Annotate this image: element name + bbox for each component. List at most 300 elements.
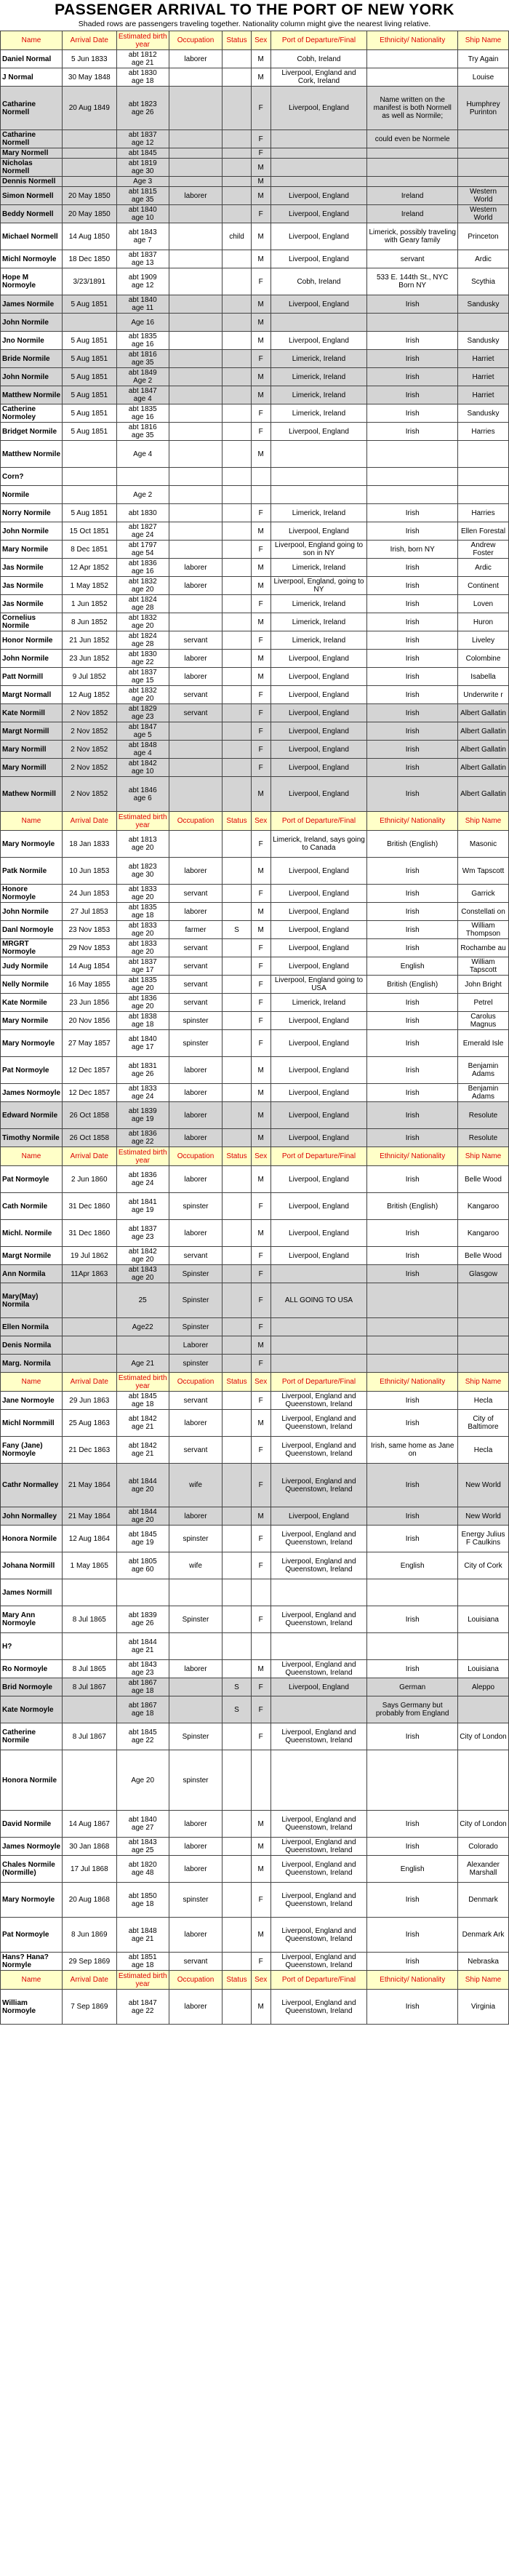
cell-arrival-date: 27 May 1857 bbox=[63, 1030, 117, 1057]
cell-birth-year: Age 4 bbox=[116, 441, 169, 468]
cell-status bbox=[223, 522, 252, 541]
cell-name: John Normile bbox=[1, 650, 63, 668]
table-row bbox=[1, 1193, 509, 1220]
cell-birth-year: abt 1832 age 20 bbox=[116, 686, 169, 704]
cell-arrival-date: 5 Jun 1833 bbox=[63, 50, 117, 68]
cell-sex: M bbox=[251, 1410, 270, 1437]
cell-port bbox=[270, 1750, 367, 1811]
table-row bbox=[1, 741, 509, 759]
cell-birth-year: abt 1845 age 19 bbox=[116, 1526, 169, 1552]
header-cell-port: Port of Departure/Final bbox=[270, 1147, 367, 1166]
cell-status bbox=[223, 468, 252, 486]
cell-status bbox=[223, 1437, 252, 1464]
cell-status bbox=[223, 314, 252, 332]
cell-nationality bbox=[367, 468, 458, 486]
cell-name: William Normoyle bbox=[1, 1990, 63, 2025]
cell-birth-year: abt 1840 age 27 bbox=[116, 1811, 169, 1838]
cell-sex: M bbox=[251, 177, 270, 187]
cell-port: Liverpool, England bbox=[270, 295, 367, 314]
cell-occupation: spinster bbox=[169, 1030, 222, 1057]
cell-status bbox=[223, 613, 252, 631]
cell-arrival-date: 8 Jun 1869 bbox=[63, 1918, 117, 1953]
cell-occupation: laborer bbox=[169, 1811, 222, 1838]
cell-arrival-date: 7 Sep 1869 bbox=[63, 1990, 117, 2025]
header-cell-status: Status bbox=[223, 1971, 252, 1990]
cell-birth-year: abt 1819 age 30 bbox=[116, 159, 169, 177]
header-cell-name: Name bbox=[1, 1373, 63, 1392]
cell-status bbox=[223, 595, 252, 613]
cell-nationality: Irish bbox=[367, 1526, 458, 1552]
cell-ship: Alexander Marshall bbox=[458, 1856, 509, 1883]
cell-port: Liverpool, England bbox=[270, 522, 367, 541]
cell-birth-year: abt 1835 age 20 bbox=[116, 976, 169, 994]
cell-arrival-date: 5 Aug 1851 bbox=[63, 386, 117, 404]
cell-occupation bbox=[169, 1633, 222, 1660]
cell-nationality: Irish bbox=[367, 759, 458, 777]
cell-status bbox=[223, 50, 252, 68]
table-row bbox=[1, 976, 509, 994]
cell-occupation bbox=[169, 468, 222, 486]
cell-ship: City of London bbox=[458, 1811, 509, 1838]
cell-name: Jno Normile bbox=[1, 332, 63, 350]
cell-name: Michl Normmill bbox=[1, 1410, 63, 1437]
cell-arrival-date: 2 Nov 1852 bbox=[63, 741, 117, 759]
cell-port: Liverpool, England bbox=[270, 686, 367, 704]
cell-nationality: Irish bbox=[367, 1660, 458, 1678]
cell-occupation: laborer bbox=[169, 1166, 222, 1193]
cell-port: Liverpool, England and Queenstown, Ireland bbox=[270, 1953, 367, 1971]
cell-sex: M bbox=[251, 1336, 270, 1355]
cell-ship: Harriet bbox=[458, 350, 509, 368]
cell-birth-year: abt 1847 age 4 bbox=[116, 386, 169, 404]
cell-birth-year: Age 16 bbox=[116, 314, 169, 332]
cell-port: Liverpool, England going to son in NY bbox=[270, 541, 367, 559]
header-row bbox=[1, 812, 509, 831]
header-cell-port: Port of Departure/Final bbox=[270, 812, 367, 831]
cell-sex: M bbox=[251, 577, 270, 595]
cell-ship: Huron bbox=[458, 613, 509, 631]
cell-name: Patk Normile bbox=[1, 858, 63, 885]
cell-status bbox=[223, 1507, 252, 1526]
cell-arrival-date bbox=[63, 177, 117, 187]
table-row bbox=[1, 613, 509, 631]
cell-status bbox=[223, 130, 252, 148]
cell-status bbox=[223, 1030, 252, 1057]
cell-name: Margt Normill bbox=[1, 722, 63, 741]
cell-occupation bbox=[169, 595, 222, 613]
cell-sex: F bbox=[251, 268, 270, 295]
table-row bbox=[1, 87, 509, 130]
cell-sex: F bbox=[251, 1678, 270, 1696]
cell-port: Liverpool, England and Queenstown, Ireland bbox=[270, 1811, 367, 1838]
cell-birth-year: abt 1842 age 20 bbox=[116, 1247, 169, 1265]
table-row bbox=[1, 468, 509, 486]
header-cell-occupation: Occupation bbox=[169, 1971, 222, 1990]
cell-occupation: laborer bbox=[169, 1084, 222, 1102]
cell-birth-year bbox=[116, 1579, 169, 1606]
cell-status bbox=[223, 759, 252, 777]
cell-port: Liverpool, England bbox=[270, 1102, 367, 1129]
cell-occupation: servant bbox=[169, 939, 222, 957]
cell-nationality bbox=[367, 159, 458, 177]
cell-name: Kate Normile bbox=[1, 994, 63, 1012]
cell-port bbox=[270, 486, 367, 504]
cell-nationality: Irish bbox=[367, 1102, 458, 1129]
cell-ship bbox=[458, 1696, 509, 1723]
cell-port: Limerick, Ireland bbox=[270, 994, 367, 1012]
cell-birth-year: abt 1824 age 28 bbox=[116, 631, 169, 650]
cell-sex: F bbox=[251, 87, 270, 130]
cell-nationality: Irish bbox=[367, 1883, 458, 1918]
table-row bbox=[1, 441, 509, 468]
cell-sex: F bbox=[251, 130, 270, 148]
cell-occupation: farmer bbox=[169, 921, 222, 939]
cell-occupation bbox=[169, 522, 222, 541]
cell-nationality bbox=[367, 1750, 458, 1811]
table-row bbox=[1, 686, 509, 704]
cell-nationality: English bbox=[367, 1856, 458, 1883]
cell-name: Mary(May) Normila bbox=[1, 1283, 63, 1318]
cell-nationality: Irish bbox=[367, 1084, 458, 1102]
cell-arrival-date bbox=[63, 1579, 117, 1606]
cell-birth-year: abt 1815 age 35 bbox=[116, 187, 169, 205]
cell-sex bbox=[251, 1633, 270, 1660]
table-row bbox=[1, 921, 509, 939]
cell-nationality: Irish bbox=[367, 903, 458, 921]
cell-ship bbox=[458, 130, 509, 148]
cell-ship bbox=[458, 1750, 509, 1811]
table-row bbox=[1, 1606, 509, 1633]
header-cell-occupation: Occupation bbox=[169, 31, 222, 50]
header-row bbox=[1, 1373, 509, 1392]
cell-status bbox=[223, 1336, 252, 1355]
cell-arrival-date bbox=[63, 1750, 117, 1811]
cell-ship bbox=[458, 1633, 509, 1660]
cell-nationality: Irish bbox=[367, 1247, 458, 1265]
cell-port bbox=[270, 1265, 367, 1283]
cell-status bbox=[223, 1526, 252, 1552]
cell-status bbox=[223, 885, 252, 903]
cell-birth-year: abt 1835 age 18 bbox=[116, 903, 169, 921]
cell-port: Liverpool, England and Queenstown, Ireland bbox=[270, 1918, 367, 1953]
cell-ship: Rochambe au bbox=[458, 939, 509, 957]
cell-arrival-date: 26 Oct 1858 bbox=[63, 1102, 117, 1129]
cell-sex: F bbox=[251, 1953, 270, 1971]
cell-arrival-date: 15 Oct 1851 bbox=[63, 522, 117, 541]
cell-ship: Loven bbox=[458, 595, 509, 613]
cell-occupation bbox=[169, 68, 222, 87]
cell-name: Mary Normoyle bbox=[1, 1883, 63, 1918]
header-cell-arrival-date: Arrival Date bbox=[63, 1971, 117, 1990]
cell-sex: F bbox=[251, 1606, 270, 1633]
cell-arrival-date: 12 Dec 1857 bbox=[63, 1084, 117, 1102]
cell-birth-year: abt 1850 age 18 bbox=[116, 1883, 169, 1918]
cell-birth-year: Age 2 bbox=[116, 486, 169, 504]
cell-birth-year: abt 1848 age 21 bbox=[116, 1918, 169, 1953]
cell-birth-year: abt 1867 age 18 bbox=[116, 1696, 169, 1723]
cell-birth-year: abt 1837 age 12 bbox=[116, 130, 169, 148]
cell-name: Honor Normile bbox=[1, 631, 63, 650]
cell-port bbox=[270, 1633, 367, 1660]
cell-birth-year: abt 1829 age 23 bbox=[116, 704, 169, 722]
cell-port bbox=[270, 1696, 367, 1723]
cell-port: Liverpool, England bbox=[270, 423, 367, 441]
cell-sex: F bbox=[251, 1355, 270, 1373]
cell-status bbox=[223, 177, 252, 187]
cell-port: Liverpool, England and Cork, Ireland bbox=[270, 68, 367, 87]
cell-nationality: Irish bbox=[367, 504, 458, 522]
cell-port: Limerick, Ireland bbox=[270, 631, 367, 650]
cell-nationality: Irish, same home as Jane on bbox=[367, 1437, 458, 1464]
cell-birth-year: abt 1836 age 24 bbox=[116, 1166, 169, 1193]
cell-status bbox=[223, 1856, 252, 1883]
cell-ship bbox=[458, 159, 509, 177]
cell-occupation bbox=[169, 1696, 222, 1723]
cell-arrival-date: 31 Dec 1860 bbox=[63, 1193, 117, 1220]
table-row bbox=[1, 1838, 509, 1856]
table-row bbox=[1, 1336, 509, 1355]
cell-name: Marg. Normila bbox=[1, 1355, 63, 1373]
cell-port: Liverpool, England going to USA bbox=[270, 976, 367, 994]
cell-birth-year: abt 1845 age 18 bbox=[116, 1392, 169, 1410]
cell-ship: Sandusky bbox=[458, 332, 509, 350]
cell-occupation: laborer bbox=[169, 1990, 222, 2025]
cell-occupation bbox=[169, 314, 222, 332]
cell-occupation bbox=[169, 541, 222, 559]
cell-name: Pat Normoyle bbox=[1, 1166, 63, 1193]
cell-name: Michael Normell bbox=[1, 223, 63, 250]
table-row bbox=[1, 1129, 509, 1147]
cell-birth-year: abt 1848 age 4 bbox=[116, 741, 169, 759]
cell-nationality: Ireland bbox=[367, 205, 458, 223]
cell-name: Mary Normile bbox=[1, 541, 63, 559]
cell-status bbox=[223, 957, 252, 976]
cell-ship: Ardic bbox=[458, 559, 509, 577]
table-row bbox=[1, 957, 509, 976]
cell-birth-year: abt 1839 age 26 bbox=[116, 1606, 169, 1633]
cell-birth-year bbox=[116, 468, 169, 486]
cell-status: S bbox=[223, 921, 252, 939]
cell-sex: M bbox=[251, 777, 270, 812]
header-cell-arrival-date: Arrival Date bbox=[63, 1373, 117, 1392]
cell-name: Bridget Normile bbox=[1, 423, 63, 441]
cell-arrival-date: 29 Sep 1869 bbox=[63, 1953, 117, 1971]
cell-birth-year bbox=[116, 1336, 169, 1355]
cell-arrival-date: 20 May 1850 bbox=[63, 187, 117, 205]
cell-name: Chales Normile (Normille) bbox=[1, 1856, 63, 1883]
cell-birth-year: abt 1840 age 10 bbox=[116, 205, 169, 223]
cell-arrival-date: 19 Jul 1862 bbox=[63, 1247, 117, 1265]
cell-ship: Harriet bbox=[458, 386, 509, 404]
cell-nationality: Irish bbox=[367, 1953, 458, 1971]
cell-nationality: Irish bbox=[367, 741, 458, 759]
header-cell-sex: Sex bbox=[251, 1373, 270, 1392]
cell-sex: F bbox=[251, 1030, 270, 1057]
cell-sex: F bbox=[251, 722, 270, 741]
cell-sex: F bbox=[251, 976, 270, 994]
cell-sex: F bbox=[251, 631, 270, 650]
cell-status bbox=[223, 1633, 252, 1660]
table-row bbox=[1, 423, 509, 441]
cell-status: S bbox=[223, 1678, 252, 1696]
cell-occupation: spinster bbox=[169, 1012, 222, 1030]
cell-name: John Normile bbox=[1, 903, 63, 921]
cell-ship: Andrew Foster bbox=[458, 541, 509, 559]
cell-ship: Colombine bbox=[458, 650, 509, 668]
header-cell-birth-year: Estimated birth year bbox=[116, 31, 169, 50]
page-subtitle: Shaded rows are passengers traveling together. Nationality column might give the nearest living relative. bbox=[78, 20, 431, 28]
cell-port: Liverpool, England bbox=[270, 1220, 367, 1247]
cell-ship: Energy Julius F Caulkins bbox=[458, 1526, 509, 1552]
cell-birth-year: abt 1838 age 18 bbox=[116, 1012, 169, 1030]
cell-nationality: Irish bbox=[367, 650, 458, 668]
cell-ship: Garrick bbox=[458, 885, 509, 903]
cell-arrival-date: 18 Dec 1850 bbox=[63, 250, 117, 268]
cell-status bbox=[223, 1990, 252, 2025]
cell-port: Limerick, Ireland bbox=[270, 595, 367, 613]
cell-occupation: servant bbox=[169, 1392, 222, 1410]
cell-arrival-date bbox=[63, 1355, 117, 1373]
cell-nationality: German bbox=[367, 1678, 458, 1696]
cell-arrival-date: 21 Jun 1852 bbox=[63, 631, 117, 650]
cell-arrival-date: 8 Jul 1865 bbox=[63, 1660, 117, 1678]
table-row bbox=[1, 1102, 509, 1129]
cell-occupation: Laborer bbox=[169, 1336, 222, 1355]
cell-occupation: Spinster bbox=[169, 1283, 222, 1318]
cell-nationality: Irish bbox=[367, 668, 458, 686]
cell-occupation: servant bbox=[169, 686, 222, 704]
table-row bbox=[1, 268, 509, 295]
cell-nationality: Irish bbox=[367, 1811, 458, 1838]
cell-ship: Aleppo bbox=[458, 1678, 509, 1696]
header-cell-arrival-date: Arrival Date bbox=[63, 812, 117, 831]
cell-arrival-date: 2 Nov 1852 bbox=[63, 777, 117, 812]
table-row bbox=[1, 759, 509, 777]
cell-name: Judy Normile bbox=[1, 957, 63, 976]
cell-nationality: Irish bbox=[367, 295, 458, 314]
cell-status bbox=[223, 1355, 252, 1373]
cell-occupation: laborer bbox=[169, 1856, 222, 1883]
table-row bbox=[1, 1030, 509, 1057]
cell-occupation: spinster bbox=[169, 1193, 222, 1220]
cell-status bbox=[223, 486, 252, 504]
cell-port: Liverpool, England and Queenstown, Ireland bbox=[270, 1392, 367, 1410]
cell-occupation bbox=[169, 148, 222, 159]
cell-nationality bbox=[367, 68, 458, 87]
cell-port: Liverpool, England bbox=[270, 777, 367, 812]
cell-ship: Masonic bbox=[458, 831, 509, 858]
cell-status bbox=[223, 87, 252, 130]
cell-ship: Denmark bbox=[458, 1883, 509, 1918]
cell-arrival-date: 1 Jun 1852 bbox=[63, 595, 117, 613]
cell-occupation bbox=[169, 205, 222, 223]
cell-birth-year: abt 1836 age 22 bbox=[116, 1129, 169, 1147]
cell-nationality: Irish bbox=[367, 994, 458, 1012]
cell-sex: M bbox=[251, 1990, 270, 2025]
table-row bbox=[1, 177, 509, 187]
cell-birth-year: abt 1823 age 30 bbox=[116, 858, 169, 885]
cell-arrival-date: 31 Dec 1860 bbox=[63, 1220, 117, 1247]
cell-occupation bbox=[169, 777, 222, 812]
cell-ship: Humphrey Purinton bbox=[458, 87, 509, 130]
cell-ship: Benjamin Adams bbox=[458, 1057, 509, 1084]
cell-nationality: Irish bbox=[367, 1392, 458, 1410]
cell-name: MRGRT Normoyle bbox=[1, 939, 63, 957]
cell-name: Corn? bbox=[1, 468, 63, 486]
cell-occupation bbox=[169, 486, 222, 504]
cell-arrival-date: 26 Oct 1858 bbox=[63, 1129, 117, 1147]
cell-sex: M bbox=[251, 1166, 270, 1193]
cell-name: Catharine Normell bbox=[1, 87, 63, 130]
cell-name: James Normoyle bbox=[1, 1838, 63, 1856]
cell-occupation bbox=[169, 722, 222, 741]
table-row bbox=[1, 1552, 509, 1579]
cell-status bbox=[223, 268, 252, 295]
cell-nationality: Irish bbox=[367, 1265, 458, 1283]
cell-occupation bbox=[169, 759, 222, 777]
cell-port: Liverpool, England bbox=[270, 1166, 367, 1193]
cell-name: Jane Normoyle bbox=[1, 1392, 63, 1410]
cell-port bbox=[270, 1318, 367, 1336]
cell-port: Liverpool, England and Queenstown, Ireland bbox=[270, 1723, 367, 1750]
header-cell-ship: Ship Name bbox=[458, 1373, 509, 1392]
cell-nationality: Ireland bbox=[367, 187, 458, 205]
cell-sex: F bbox=[251, 1318, 270, 1336]
cell-sex: F bbox=[251, 205, 270, 223]
cell-birth-year: abt 1820 age 48 bbox=[116, 1856, 169, 1883]
cell-nationality: Irish bbox=[367, 1723, 458, 1750]
header-cell-port: Port of Departure/Final bbox=[270, 1373, 367, 1392]
header-cell-sex: Sex bbox=[251, 1147, 270, 1166]
cell-port: Limerick, Ireland bbox=[270, 613, 367, 631]
cell-occupation: laborer bbox=[169, 1102, 222, 1129]
header-cell-birth-year: Estimated birth year bbox=[116, 1971, 169, 1990]
cell-name: Cath Normile bbox=[1, 1193, 63, 1220]
cell-occupation: laborer bbox=[169, 1220, 222, 1247]
header-cell-sex: Sex bbox=[251, 31, 270, 50]
cell-arrival-date: 12 Apr 1852 bbox=[63, 559, 117, 577]
cell-nationality: Irish bbox=[367, 595, 458, 613]
header-cell-port: Port of Departure/Final bbox=[270, 31, 367, 50]
cell-arrival-date: 8 Jul 1867 bbox=[63, 1678, 117, 1696]
cell-port: Limerick, Ireland bbox=[270, 386, 367, 404]
cell-status bbox=[223, 1579, 252, 1606]
cell-sex: F bbox=[251, 1723, 270, 1750]
cell-name: Honore Normoyle bbox=[1, 885, 63, 903]
cell-name: Mary Normoyle bbox=[1, 1030, 63, 1057]
cell-arrival-date: 12 Aug 1864 bbox=[63, 1526, 117, 1552]
cell-name: Honora Normile bbox=[1, 1526, 63, 1552]
table-row bbox=[1, 831, 509, 858]
header-row bbox=[1, 1147, 509, 1166]
cell-ship: Harries bbox=[458, 423, 509, 441]
cell-status bbox=[223, 148, 252, 159]
cell-occupation: laborer bbox=[169, 1410, 222, 1437]
cell-ship: Hecla bbox=[458, 1437, 509, 1464]
cell-nationality bbox=[367, 1633, 458, 1660]
cell-sex: M bbox=[251, 1220, 270, 1247]
cell-ship bbox=[458, 314, 509, 332]
table-row bbox=[1, 1265, 509, 1283]
cell-birth-year: abt 1841 age 19 bbox=[116, 1193, 169, 1220]
cell-status bbox=[223, 1220, 252, 1247]
cell-ship: Albert Gallatin bbox=[458, 704, 509, 722]
cell-status: child bbox=[223, 223, 252, 250]
cell-name: Ellen Normila bbox=[1, 1318, 63, 1336]
cell-occupation: wife bbox=[169, 1464, 222, 1507]
cell-birth-year: abt 1835 age 16 bbox=[116, 332, 169, 350]
header-cell-birth-year: Estimated birth year bbox=[116, 1147, 169, 1166]
